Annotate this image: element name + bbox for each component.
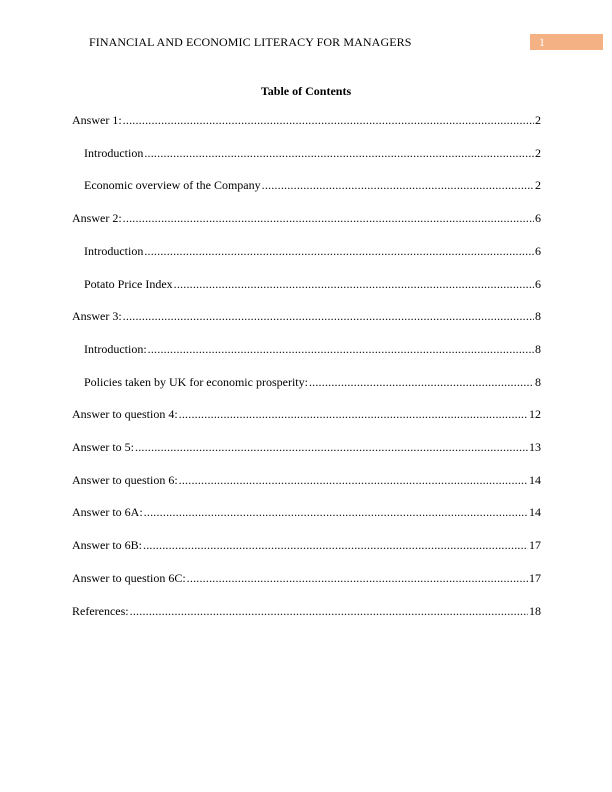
toc-entry-answer-3[interactable]: [72, 308, 541, 324]
toc-entry-label: Policies taken by UK for economic prosperity:: [84, 374, 308, 389]
toc-dot-leader: [144, 243, 534, 259]
running-header-title: FINANCIAL AND ECONOMIC LITERACY FOR MANAGERS: [89, 35, 412, 49]
toc-entry-page: 2: [535, 178, 541, 193]
toc-entry-answer-6a[interactable]: [72, 504, 541, 520]
toc-entry-label: Answer to 6A:: [72, 505, 143, 520]
toc-dot-leader: [144, 145, 534, 161]
toc-entry-page: 17: [529, 538, 541, 553]
toc-entry-label: Answer to question 6C:: [72, 570, 186, 585]
toc-entry-page: 17: [529, 570, 541, 585]
toc-entry-page: 2: [535, 145, 541, 160]
toc-entry-page: 6: [535, 211, 541, 226]
page-number: 1: [539, 35, 545, 49]
toc-entry-introduction[interactable]: [84, 341, 541, 357]
toc-entry-question-6[interactable]: [72, 472, 541, 488]
toc-dot-leader: [144, 504, 528, 520]
toc-entry-page: 14: [529, 505, 541, 520]
toc-dot-leader: [130, 603, 528, 619]
page-number-box: [530, 34, 603, 50]
toc-entry-label: Potato Price Index: [84, 276, 173, 291]
toc-entry-answer-5[interactable]: [72, 439, 541, 455]
toc-entry-label: Introduction: [84, 145, 144, 160]
toc-entry-page: 13: [529, 440, 541, 454]
toc-dot-leader: [148, 341, 534, 357]
toc-entry-answer-6b[interactable]: [72, 537, 541, 553]
toc-entry-page: 8: [535, 309, 541, 324]
toc-entry-label: Answer to question 6:: [72, 472, 178, 487]
toc-entry-label: Introduction:: [84, 341, 147, 356]
toc-dot-leader: [143, 537, 528, 553]
toc-entry-page: 8: [535, 341, 541, 356]
toc-dot-leader: [123, 210, 534, 226]
toc-entry-potato-price-index[interactable]: [84, 276, 541, 292]
toc-dot-leader: [135, 439, 528, 455]
toc-entry-label: References:: [72, 603, 129, 618]
toc-entry-introduction[interactable]: [84, 145, 541, 161]
toc-entry-page: 12: [529, 407, 541, 422]
toc-entry-uk-policies[interactable]: [84, 374, 541, 390]
toc-entry-page: 8: [535, 374, 541, 389]
toc-entry-page: 14: [529, 472, 541, 487]
toc-heading: Table of Contents: [260, 84, 352, 98]
toc-dot-leader: [262, 177, 534, 193]
toc-dot-leader: [179, 406, 528, 422]
toc-entry-page: 6: [535, 243, 541, 258]
toc-entry-label: Answer to 6B:: [72, 538, 142, 553]
toc-entry-label: Answer 1:: [72, 113, 122, 127]
toc-entry-page: 2: [535, 113, 541, 127]
toc-dot-leader: [123, 112, 534, 128]
toc-entry-question-6c[interactable]: [72, 570, 541, 586]
toc-dot-leader: [123, 308, 534, 324]
toc-dot-leader: [187, 570, 528, 586]
toc-entry-introduction[interactable]: [84, 243, 541, 259]
toc-entry-references[interactable]: [72, 603, 541, 619]
toc-entry-economic-overview[interactable]: [84, 177, 541, 193]
toc-entry-page: 18: [529, 603, 541, 618]
toc-entry-label: Introduction: [84, 243, 144, 258]
toc-entry-label: Answer 2:: [72, 211, 122, 226]
toc-entry-page: 6: [535, 276, 541, 291]
toc-dot-leader: [179, 472, 528, 488]
toc-entry-label: Answer to question 4:: [72, 407, 178, 422]
toc-entry-label: Economic overview of the Company: [84, 178, 261, 193]
toc-entry-answer-1[interactable]: [72, 112, 541, 128]
toc-entry-label: Answer to 5:: [72, 440, 134, 454]
toc-entry-label: Answer 3:: [72, 309, 122, 324]
toc-dot-leader: [309, 374, 534, 390]
toc-entry-question-4[interactable]: [72, 406, 541, 422]
toc-entry-answer-2[interactable]: [72, 210, 541, 226]
toc-dot-leader: [174, 276, 534, 292]
